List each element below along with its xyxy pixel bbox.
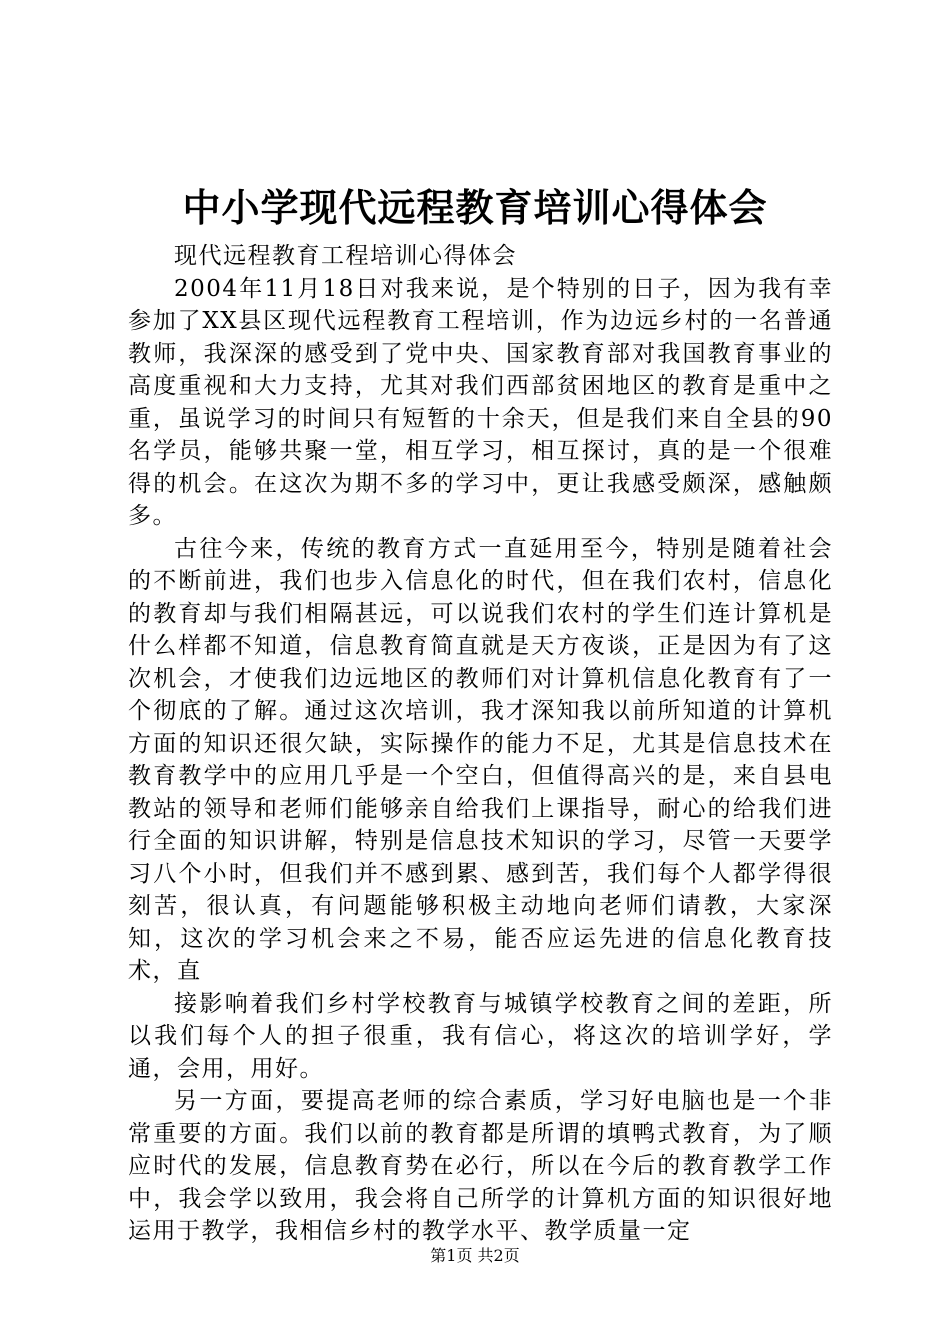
paragraph-4: 另一方面，要提高老师的综合素质，学习好电脑也是一个非常重要的方面。我们以前的教育都是所谓的填鸭式教育，为了顺应时代的发展，信息教育势在必行，所以在今后的教育教学工作中，我会学以致用，我会将自己所学的计算机方面的知识很好地运用于教学，我相信乡村的教学水平、教学质量一定 <box>128 1088 833 1244</box>
document-subtitle: 现代远程教育工程培训心得体会 <box>174 243 517 269</box>
page-number-footer: 第1页 共2页 <box>430 1246 520 1265</box>
paragraph-2: 古往今来，传统的教育方式一直延用至今，特别是随着社会的不断前进，我们也步入信息化的时代，但在我们农村，信息化的教育却与我们相隔甚远，可以说我们农村的学生们连计算机是什么样都不知道，信息教育简直就是天方夜谈，正是因为有了这次机会，才使我们边远地区的教师们对计算机信息化教育有了一个彻底的了解。通过这次培训，我才深知我以前所知道的计算机方面的知识还很欠缺，实际操作的能力不足，尤其是信息技术在教育教学中的应用几乎是一个空白，但值得高兴的是，来自县电教站的领导和老师们能够亲自给我们上课指导，耐心的给我们进行全面的知识讲解，特别是信息技术知识的学习，尽管一天要学习八个小时，但我们并不感到累、感到苦，我们每个人都学得很刻苦，很认真，有问题能够积极主动地向老师们请教，大家深知，这次的学习机会来之不易，能否应运先进的信息化教育技术，直 <box>128 535 833 984</box>
paragraph-1: 2004年11月18日对我来说，是个特别的日子，因为我有幸参加了XX县区现代远程教育工程培训，作为边远乡村的一名普通教师，我深深的感受到了党中央、国家教育部对我国教育事业的高度重视和大力支持，尤其对我们西部贫困地区的教育是重中之重，虽说学习的时间只有短暂的十余天，但是我们来自全县的90名学员，能够共聚一堂，相互学习，相互探讨，真的是一个很难得的机会。在这次为期不多的学习中，更让我感受颇深，感触颇多。 <box>128 275 833 529</box>
paragraph-3: 接影响着我们乡村学校教育与城镇学校教育之间的差距，所以我们每个人的担子很重，我有信心，将这次的培训学好，学通，会用，用好。 <box>128 990 833 1082</box>
document-body <box>128 240 833 1248</box>
document-title: 中小学现代远程教育培训心得体会 <box>182 185 768 230</box>
